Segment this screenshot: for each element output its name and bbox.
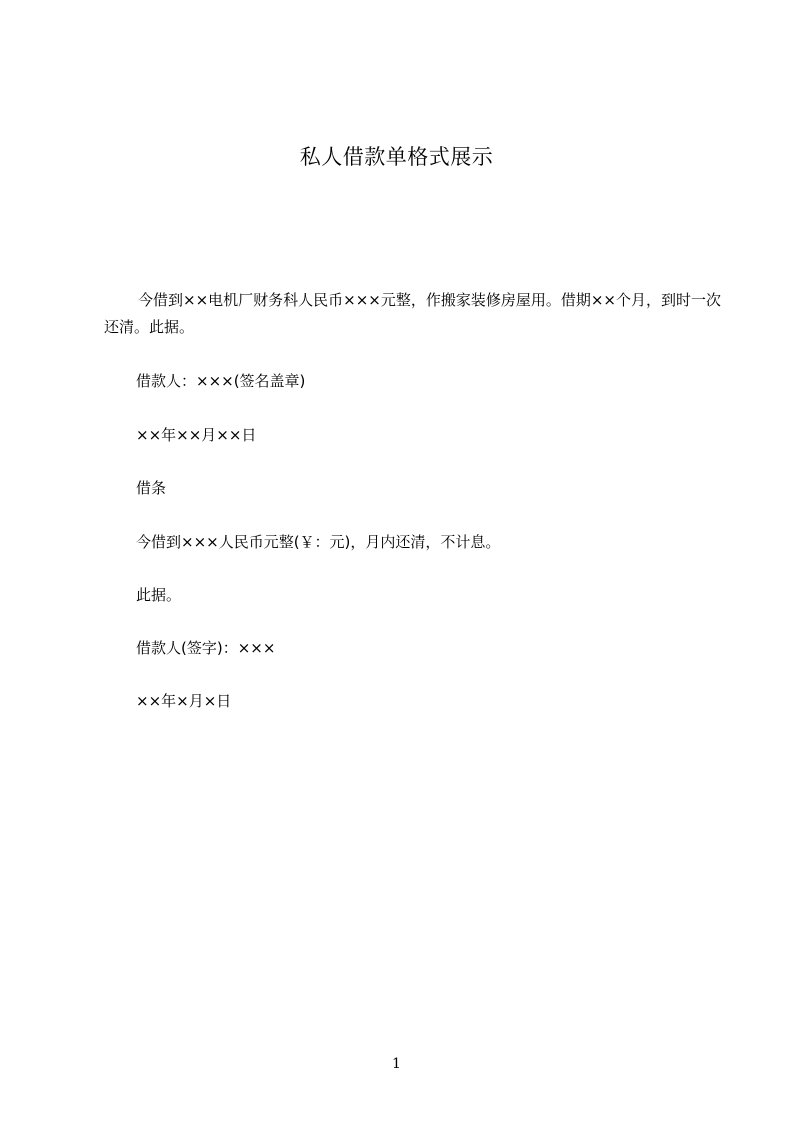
iou-borrower-line: 借款人(签字)：××× (136, 639, 276, 657)
document-title: 私人借款单格式展示 (299, 145, 494, 169)
iou-date-line: ××年×月×日 (136, 692, 232, 710)
borrower-signature-line: 借款人：×××(签名盖章) (136, 372, 306, 390)
iou-body-line: 今借到×××人民币元整(￥：元)，月内还清，不计息。 (136, 533, 501, 551)
loan-paragraph: 今借到××电机厂财务科人民币×××元整，作搬家装修房屋用。借期××个月，到时一次还清。此据。 (104, 291, 721, 336)
iou-heading: 借条 (136, 479, 167, 497)
iou-closing-line: 此据。 (136, 586, 182, 604)
date-line: ××年××月××日 (136, 426, 257, 444)
page-number: 1 (392, 1056, 401, 1072)
